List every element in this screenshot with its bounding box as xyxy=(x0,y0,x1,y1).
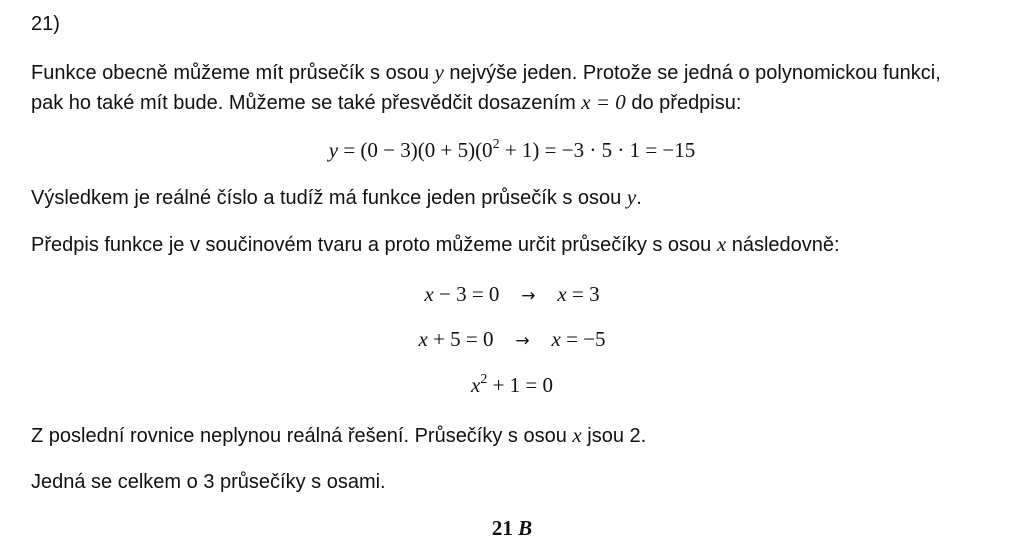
math-variable: x xyxy=(470,373,481,397)
equation-root-1 xyxy=(0,281,1024,309)
paragraph-intro-line1 xyxy=(31,60,941,85)
math-variable: x xyxy=(418,327,428,351)
math-variable: x xyxy=(551,327,561,351)
equation-left: = (0 − 3)(0 + 5)(0 xyxy=(338,138,493,162)
equation-lhs: + 5 = 0 xyxy=(427,327,494,351)
math-variable: x xyxy=(572,423,582,447)
text-segment: do předpisu: xyxy=(625,92,742,114)
equation-rhs: = −5 xyxy=(560,327,606,351)
math-variable: y xyxy=(434,60,444,84)
math-variable: x xyxy=(716,232,727,256)
text-segment: pak ho také mít bude. Můžeme se také přesvědčit dosazením xyxy=(31,92,582,114)
paragraph-conclusion-x xyxy=(31,423,646,448)
text-segment: Výsledkem je reálné číslo a tudíž má funkce jeden průsečík s osou xyxy=(31,187,627,209)
equation-right: + 1) = −3 · 5 · 1 = −15 xyxy=(499,138,696,162)
math-inline: x = 0 xyxy=(581,90,626,114)
equation-rhs: = 3 xyxy=(566,282,600,306)
equation-root-2 xyxy=(0,326,1024,354)
equation-no-real-roots xyxy=(0,372,1024,398)
text-segment: následovně: xyxy=(726,234,840,256)
final-answer xyxy=(0,515,1024,541)
equation-rest: + 1 = 0 xyxy=(487,373,553,397)
math-variable: x xyxy=(557,282,567,306)
math-variable: x xyxy=(424,282,434,306)
arrow-icon: → xyxy=(521,286,536,306)
answer-number: 21 xyxy=(491,516,519,540)
equation-lhs: − 3 = 0 xyxy=(433,282,500,306)
text-segment: jsou 2. xyxy=(581,425,647,447)
equation-y-intercept xyxy=(0,137,1024,163)
text-segment: . xyxy=(636,187,642,209)
text-segment: nejvýše jeden. Protože se jedná o polynomickou funkci, xyxy=(443,62,941,84)
exponent: 2 xyxy=(480,372,488,387)
math-variable: y xyxy=(328,138,339,162)
paragraph-total: Jedná se celkem o 3 průsečíky s osami. xyxy=(31,471,386,493)
exponent: 2 xyxy=(492,137,500,152)
math-variable: y xyxy=(626,185,637,209)
paragraph-intro-line2 xyxy=(31,90,741,115)
paragraph-result-y xyxy=(31,185,642,210)
arrow-icon: → xyxy=(515,331,530,351)
text-segment: Funkce obecně můžeme mít průsečík s osou xyxy=(31,62,435,84)
problem-number: 21) xyxy=(31,13,60,35)
text-segment: Předpis funkce je v součinovém tvaru a proto můžeme určit průsečíky s osou xyxy=(31,234,717,256)
text-segment: Z poslední rovnice neplynou reálná řešení. Průsečíky s osou xyxy=(31,425,573,447)
answer-letter: B xyxy=(518,516,533,540)
paragraph-product-form xyxy=(31,232,840,257)
